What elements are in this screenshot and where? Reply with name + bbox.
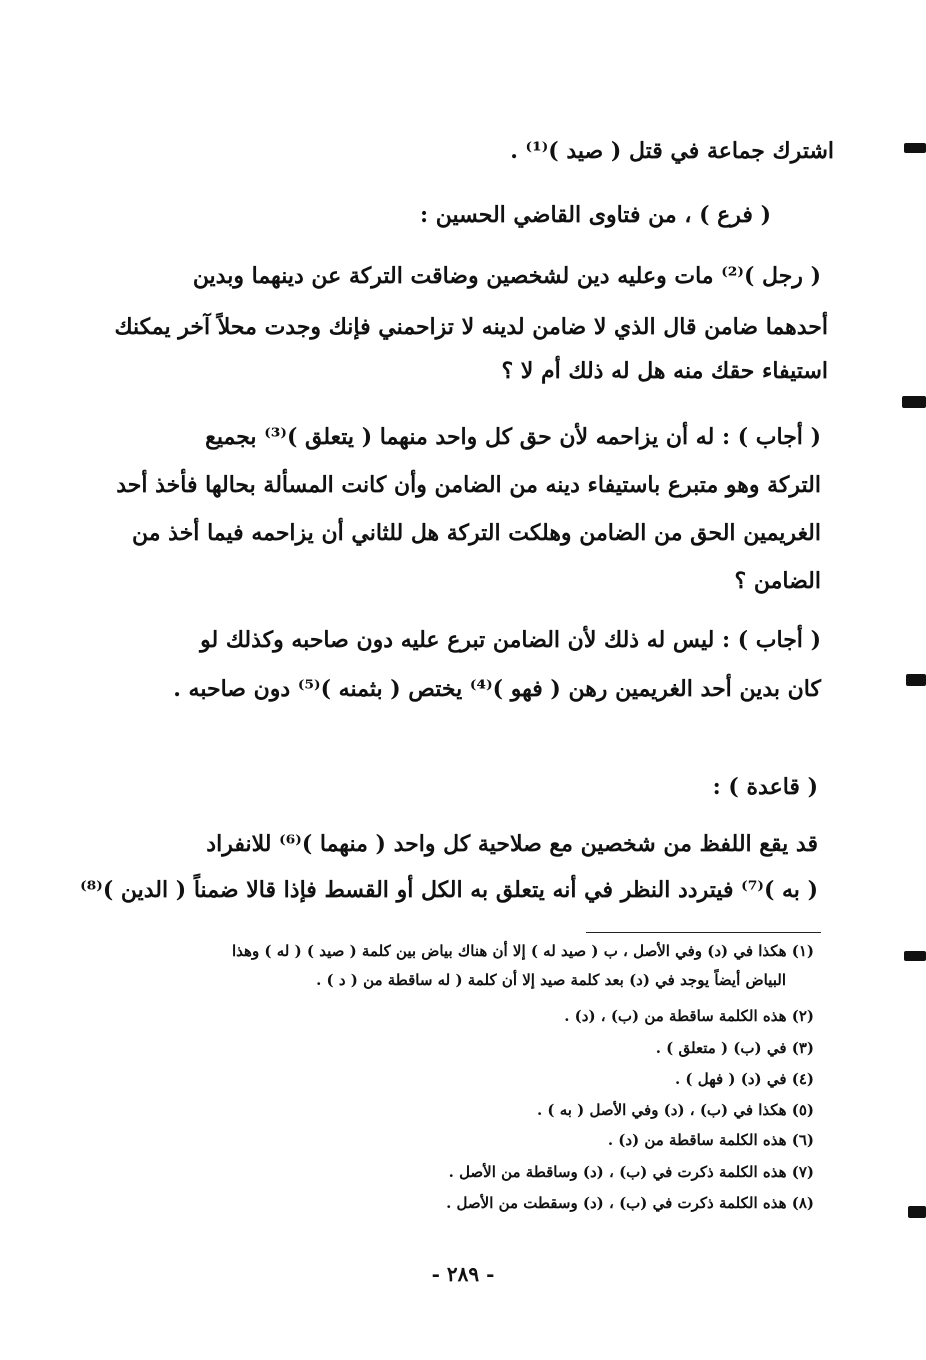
- footnote-line: (٨) هذه الكلمة ذكرت في (ب) ، (د) وسقطت من الأصل .: [446, 1194, 814, 1212]
- footnote-line: البياض أيضاً يوجد في (د) بعد كلمة صيد إلا أن كلمة ( له ساقطة من ( د ) .: [316, 971, 786, 989]
- margin-mark: [908, 1206, 926, 1218]
- page-number: - ٢٨٩ -: [431, 1262, 495, 1286]
- footnote-line: (١) هكذا في (د) وفي الأصل ، ب ( صيد له ) إلا أن هناك بياض بين كلمة ( صيد ) ( له ) وهذا: [232, 942, 814, 960]
- body-line: ( أجاب ) : له أن يزاحمه لأن حق كل واحد منهما ( يتعلق )⁽³⁾ بجميع: [205, 424, 821, 450]
- footnote-line: (٧) هذه الكلمة ذكرت في (ب) ، (د) وساقطة من الأصل .: [448, 1163, 814, 1181]
- body-line: الغريمين الحق من الضامن وهلكت التركة هل للثاني أن يزاحمه فيما أخذ من: [131, 520, 821, 546]
- body-line: ( أجاب ) : ليس له ذلك لأن الضامن تبرع عليه دون صاحبه وكذلك لو: [200, 627, 821, 653]
- footnote-line: (٤) في (د) ( فهل ) .: [674, 1070, 814, 1088]
- body-line: التركة وهو متبرع باستيفاء دينه من الضامن وأن كانت المسألة بحالها فأخذ أحد: [116, 472, 821, 498]
- body-line: استيفاء حقك منه هل له ذلك أم لا ؟: [501, 358, 828, 384]
- section-heading: ( قاعدة ) :: [712, 774, 818, 800]
- body-line: ( به )⁽⁷⁾ فيتردد النظر في أنه يتعلق به الكل أو القسط فإذا قالا ضمناً ( الدين )⁽⁸⁾: [80, 877, 818, 903]
- margin-mark: [904, 143, 926, 153]
- margin-mark: [902, 396, 926, 408]
- body-line: اشترك جماعة في قتل ( صيد )‏⁽¹⁾ .: [510, 138, 834, 164]
- margin-mark: [904, 951, 926, 961]
- body-line: ( رجل )⁽²⁾ مات وعليه دين لشخصين وضاقت التركة عن دينهما وبدين: [192, 263, 821, 289]
- body-line: قد يقع اللفظ من شخصين مع صلاحية كل واحد ( منهما )⁽⁶⁾ للانفراد: [206, 831, 818, 857]
- footnote-line: (٣) في (ب) ( متعلق ) .: [655, 1039, 814, 1057]
- footnote-separator: [586, 932, 821, 933]
- section-heading: ( فرع ) ، من فتاوى القاضي الحسين :: [419, 202, 771, 228]
- margin-mark: [906, 674, 926, 686]
- body-line: الضامن ؟: [734, 568, 821, 594]
- footnote-line: (٥) هكذا في (ب) ، (د) وفي الأصل ( به ) .: [536, 1101, 814, 1119]
- body-line: كان بدين أحد الغريمين رهن ( فهو )⁽⁴⁾ يختص ( بثمنه )⁽⁵⁾ دون صاحبه .: [173, 676, 821, 702]
- footnote-line: (٢) هذه الكلمة ساقطة من (ب) ، (د) .: [564, 1007, 814, 1025]
- body-line: أحدهما ضامن قال الذي لا ضامن لدينه لا تزاحمني فإنك وجدت محلاً آخر يمكنك: [114, 314, 828, 340]
- footnote-line: (٦) هذه الكلمة ساقطة من (د) .: [607, 1131, 814, 1149]
